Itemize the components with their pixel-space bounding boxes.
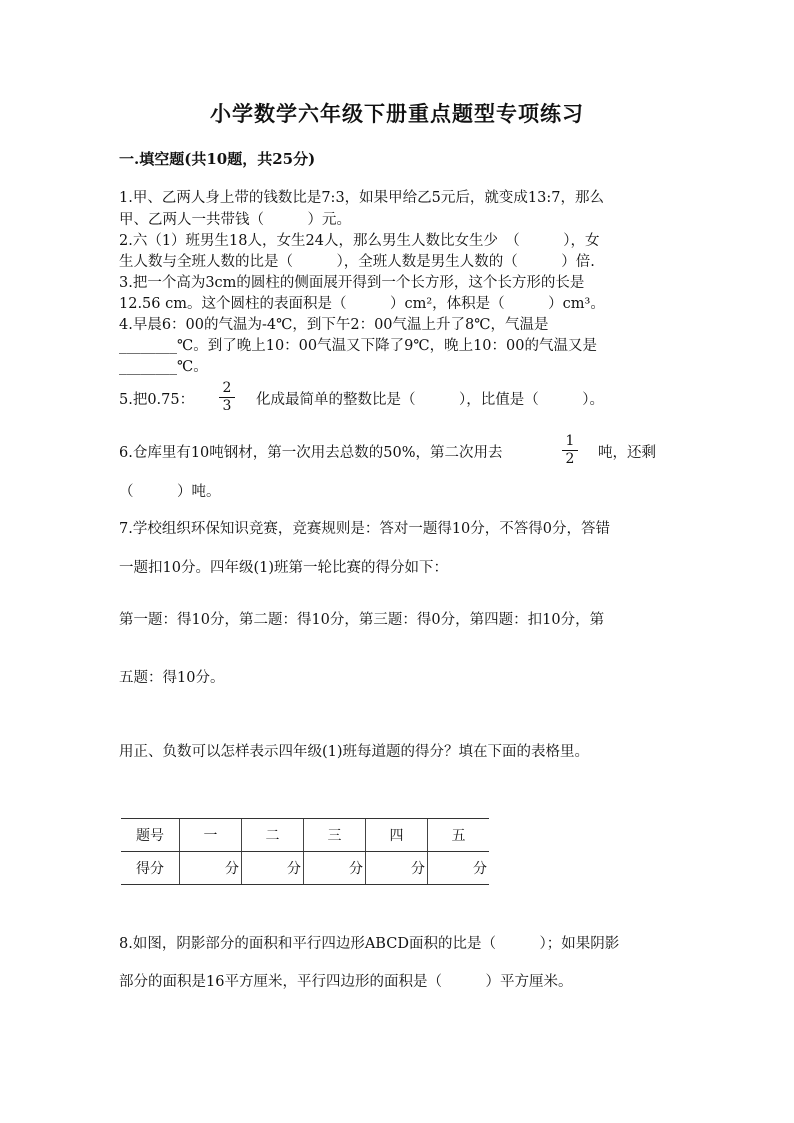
- column-header: 四: [366, 819, 428, 852]
- column-header: 五: [428, 819, 490, 852]
- column-header: 三: [304, 819, 366, 852]
- q5-suffix: 化成最简单的整数比是（ ），比值是（ ）。: [256, 392, 604, 408]
- q7-line4: 五题：得10分。: [119, 670, 225, 686]
- q6-suffix: 吨，还剩: [598, 445, 656, 461]
- header-label: 题号: [121, 819, 180, 852]
- q4-line2: ________℃。到了晚上10：00气温又下降了9℃，晚上10：00的气温又是: [119, 338, 597, 354]
- q6-fraction: [562, 434, 578, 467]
- score-table: [121, 818, 489, 885]
- table-row: [121, 852, 489, 885]
- score-cell[interactable]: 分: [428, 852, 490, 885]
- q6-line2: （ ）吨。: [119, 484, 221, 500]
- q5-fraction: [219, 381, 235, 414]
- q6-prefix: 6.仓库里有10吨钢材，第一次用去总数的50%，第二次用去: [119, 445, 503, 461]
- q1-line1: 1.甲、乙两人身上带的钱数比是7:3，如果甲给乙5元后，就变成13:7，那么: [119, 190, 604, 206]
- q8-line2: 部分的面积是16平方厘米，平行四边形的面积是（ ）平方厘米。: [119, 974, 573, 990]
- score-cell[interactable]: 分: [304, 852, 366, 885]
- q7-line3: 第一题：得10分，第二题：得10分，第三题：得0分，第四题：扣10分，第: [119, 612, 605, 628]
- q4-line3: ________℃。: [119, 359, 208, 375]
- q2-line2: 生人数与全班人数的比是（ ），全班人数是男生人数的（ ）倍.: [119, 254, 595, 270]
- q5-frac-denominator: 3: [222, 398, 232, 414]
- q8-line1: 8.如图，阴影部分的面积和平行四边形ABCD面积的比是（ ）；如果阴影: [119, 936, 620, 952]
- column-header: 二: [242, 819, 304, 852]
- q2-line1: 2.六（1）班男生18人，女生24人，那么男生人数比女生少 （ ），女: [119, 233, 600, 249]
- q3-line2: 12.56 cm。这个圆柱的表面积是（ ）cm²，体积是（ ）cm³。: [119, 296, 605, 312]
- q4-line1: 4.早晨6：00的气温为-4℃，到下午2：00气温上升了8℃，气温是: [119, 317, 549, 333]
- score-cell[interactable]: 分: [366, 852, 428, 885]
- q6-frac-denominator: 2: [565, 451, 575, 467]
- q7-line5: 用正、负数可以怎样表示四年级(1)班每道题的得分？填在下面的表格里。: [119, 744, 590, 760]
- column-header: 一: [180, 819, 242, 852]
- q5-frac-numerator: 2: [219, 381, 235, 398]
- q7-line1: 7.学校组织环保知识竞赛，竞赛规则是：答对一题得10分，不答得0分，答错: [119, 521, 611, 537]
- page-title: 小学数学六年级下册重点题型专项练习: [210, 101, 584, 126]
- row-label: 得分: [121, 852, 180, 885]
- q6-frac-numerator: 1: [562, 434, 578, 451]
- q5-prefix: 5.把0.75：: [119, 392, 195, 408]
- score-cell[interactable]: 分: [242, 852, 304, 885]
- table-header-row: [121, 819, 489, 852]
- score-cell[interactable]: 分: [180, 852, 242, 885]
- section-heading: 一.填空题(共10题，共25分): [119, 150, 316, 168]
- q1-line2: 甲、乙两人一共带钱（ ）元。: [119, 212, 351, 228]
- q7-line2: 一题扣10分。四年级(1)班第一轮比赛的得分如下：: [119, 560, 448, 576]
- q3-line1: 3.把一个高为3cm的圆柱的侧面展开得到一个长方形，这个长方形的长是: [119, 275, 585, 291]
